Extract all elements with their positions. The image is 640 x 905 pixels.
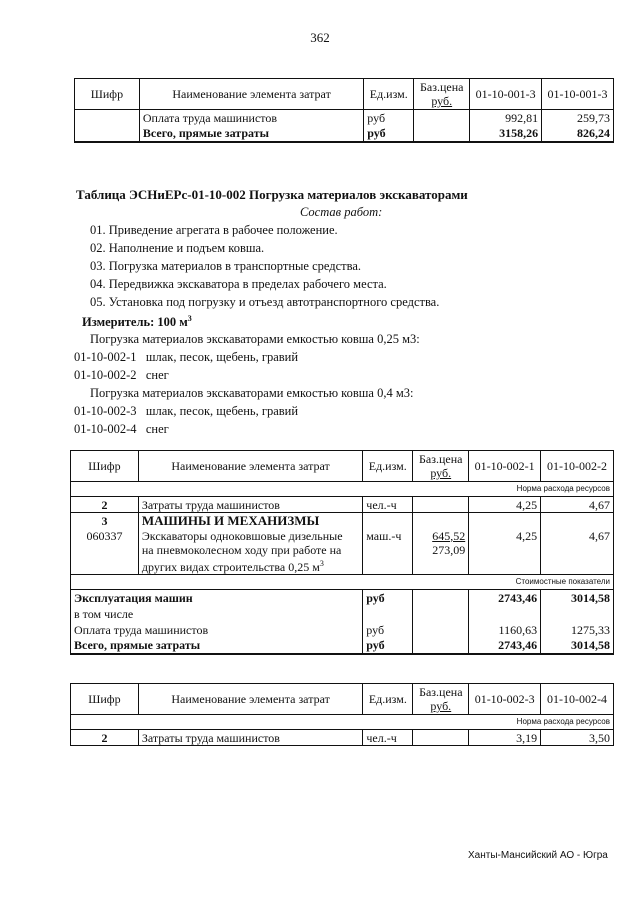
row-code: 2 bbox=[71, 497, 139, 513]
table-header bbox=[75, 79, 614, 110]
group-heading: Погрузка материалов экскаваторами емкостью ковша 0,4 м3: bbox=[90, 386, 414, 400]
cost-label: Стоимостные показатели bbox=[71, 575, 614, 590]
header-col2: 01-10-002-4 bbox=[541, 684, 614, 715]
row-unit: руб bbox=[363, 638, 413, 654]
row-unit: руб bbox=[363, 590, 413, 606]
row-unit: руб bbox=[364, 126, 414, 142]
header-name: Наименование элемента затрат bbox=[138, 684, 362, 715]
name-line-text: других видах строительства 0,25 м bbox=[141, 559, 320, 574]
header-code: Шифр bbox=[71, 684, 139, 715]
base-price-l2: руб. bbox=[431, 94, 453, 108]
meter-text: Измеритель: 100 м bbox=[82, 315, 188, 330]
price-2: 273,09 bbox=[432, 542, 466, 557]
row-value-1: 992,81 bbox=[470, 110, 542, 126]
item-desc: снег bbox=[145, 368, 169, 382]
table-row-total bbox=[75, 126, 614, 142]
norm-label-row bbox=[71, 482, 614, 497]
row-value-2: 3,50 bbox=[541, 730, 614, 746]
header-col2: 01-10-002-2 bbox=[541, 451, 614, 482]
row-value-2: 4,67 bbox=[541, 497, 614, 513]
meter-sup: 3 bbox=[187, 314, 192, 323]
base-price-l1: Баз.цена bbox=[419, 452, 463, 466]
header-base-price bbox=[414, 79, 470, 110]
header-col1: 01-10-002-3 bbox=[469, 684, 541, 715]
base-price-l2: руб. bbox=[430, 699, 452, 713]
row-value-1: 3,19 bbox=[469, 730, 541, 746]
row-prices bbox=[413, 529, 469, 575]
row-name: МАШИНЫ И МЕХАНИЗМЫ bbox=[138, 513, 362, 529]
header-base-price bbox=[413, 451, 469, 482]
section-title: Таблица ЭСНиЕРс-01-10-002 Погрузка материалов экскаваторами bbox=[76, 187, 468, 202]
table-01-10-002-b bbox=[70, 683, 614, 746]
table-header bbox=[71, 684, 614, 715]
base-price-l1: Баз.цена bbox=[419, 685, 463, 699]
table-row-total bbox=[71, 638, 614, 654]
item-desc: шлак, песок, щебень, гравий bbox=[145, 404, 299, 418]
row-value-2: 826,24 bbox=[542, 126, 614, 142]
section-subtitle: Состав работ: bbox=[300, 205, 383, 219]
price-1: 645,52 bbox=[432, 528, 466, 543]
item-code: 01-10-002-2 bbox=[74, 368, 137, 382]
header-unit: Ед.изм. bbox=[363, 451, 413, 482]
header-unit: Ед.изм. bbox=[364, 79, 414, 110]
header-unit: Ед.изм. bbox=[363, 684, 413, 715]
header-base-price bbox=[413, 684, 469, 715]
row-unit: руб bbox=[364, 110, 414, 126]
norm-label-row bbox=[71, 715, 614, 730]
row-value-1: 3158,26 bbox=[470, 126, 542, 142]
work-step: 04. Передвижка экскаватора в пределах рабочего места. bbox=[90, 277, 387, 291]
header-name: Наименование элемента затрат bbox=[139, 79, 363, 110]
row-unit: чел.-ч bbox=[363, 497, 413, 513]
norm-label: Норма расхода ресурсов bbox=[71, 715, 614, 730]
item-desc: снег bbox=[145, 422, 169, 436]
name-line: Экскаваторы одноковшовые дизельные bbox=[141, 528, 343, 543]
item-line bbox=[74, 422, 169, 437]
row-name bbox=[138, 529, 362, 575]
footer-region: Ханты-Мансийский АО - Югра bbox=[468, 850, 608, 861]
page-number: 362 bbox=[310, 30, 330, 45]
row-code: 2 bbox=[71, 730, 139, 746]
row-name: Эксплуатация машин bbox=[71, 590, 363, 606]
row-value-2: 4,67 bbox=[541, 529, 614, 575]
work-step: 05. Установка под погрузку и отъезд автотранспортного средства. bbox=[90, 295, 440, 309]
table-row bbox=[71, 606, 614, 622]
item-code: 01-10-002-3 bbox=[74, 404, 137, 418]
row-code: 060337 bbox=[71, 529, 139, 575]
table-row bbox=[75, 110, 614, 126]
table-row bbox=[71, 622, 614, 638]
cost-label-row bbox=[71, 575, 614, 590]
row-name: Всего, прямые затраты bbox=[139, 126, 363, 142]
table-01-10-002-a bbox=[70, 450, 614, 655]
row-value-1: 2743,46 bbox=[469, 590, 541, 606]
table-01-10-001 bbox=[74, 78, 614, 143]
base-price-l2: руб. bbox=[430, 466, 452, 480]
row-name: Оплата труда машинистов bbox=[139, 110, 363, 126]
work-step: 02. Наполнение и подъем ковша. bbox=[90, 241, 265, 255]
item-line bbox=[74, 368, 169, 383]
work-step: 03. Погрузка материалов в транспортные средства. bbox=[90, 259, 362, 273]
row-unit: маш.-ч bbox=[363, 529, 413, 575]
row-value-2: 1275,33 bbox=[541, 622, 614, 638]
item-code: 01-10-002-4 bbox=[74, 422, 137, 436]
row-name: Всего, прямые затраты bbox=[71, 638, 363, 654]
row-name: Затраты труда машинистов bbox=[138, 497, 362, 513]
name-line: на пневмоколесном ходу при работе на bbox=[141, 542, 342, 557]
header-code: Шифр bbox=[75, 79, 140, 110]
item-line bbox=[74, 404, 298, 419]
row-name: в том числе bbox=[71, 606, 363, 622]
header-col2: 01-10-001-3 bbox=[542, 79, 614, 110]
row-value-1: 4,25 bbox=[469, 529, 541, 575]
row-value-1: 4,25 bbox=[469, 497, 541, 513]
item-line bbox=[74, 350, 298, 365]
header-col1: 01-10-002-1 bbox=[469, 451, 541, 482]
row-unit: чел.-ч bbox=[363, 730, 413, 746]
row-unit: руб bbox=[363, 622, 413, 638]
row-value-2: 259,73 bbox=[542, 110, 614, 126]
header-col1: 01-10-001-3 bbox=[470, 79, 542, 110]
table-row bbox=[71, 513, 614, 529]
meter-label bbox=[82, 314, 192, 330]
row-name: Оплата труда машинистов bbox=[71, 622, 363, 638]
item-code: 01-10-002-1 bbox=[74, 350, 137, 364]
name-line bbox=[142, 557, 359, 574]
row-value-1: 1160,63 bbox=[469, 622, 541, 638]
table-header bbox=[71, 451, 614, 482]
row-code: 3 bbox=[71, 513, 139, 529]
table-row bbox=[71, 529, 614, 575]
header-code: Шифр bbox=[71, 451, 139, 482]
row-value-2: 3014,58 bbox=[541, 590, 614, 606]
norm-label: Норма расхода ресурсов bbox=[71, 482, 614, 497]
base-price-l1: Баз.цена bbox=[420, 80, 464, 94]
work-step: 01. Приведение агрегата в рабочее положение. bbox=[90, 223, 338, 237]
row-name: Затраты труда машинистов bbox=[138, 730, 362, 746]
table-row bbox=[71, 730, 614, 746]
table-row bbox=[71, 497, 614, 513]
header-name: Наименование элемента затрат bbox=[138, 451, 362, 482]
group-heading: Погрузка материалов экскаваторами емкостью ковша 0,25 м3: bbox=[90, 332, 420, 346]
table-row bbox=[71, 590, 614, 606]
row-value-2: 3014,58 bbox=[541, 638, 614, 654]
row-value-1: 2743,46 bbox=[469, 638, 541, 654]
item-desc: шлак, песок, щебень, гравий bbox=[145, 350, 299, 364]
name-sup: 3 bbox=[319, 558, 324, 568]
